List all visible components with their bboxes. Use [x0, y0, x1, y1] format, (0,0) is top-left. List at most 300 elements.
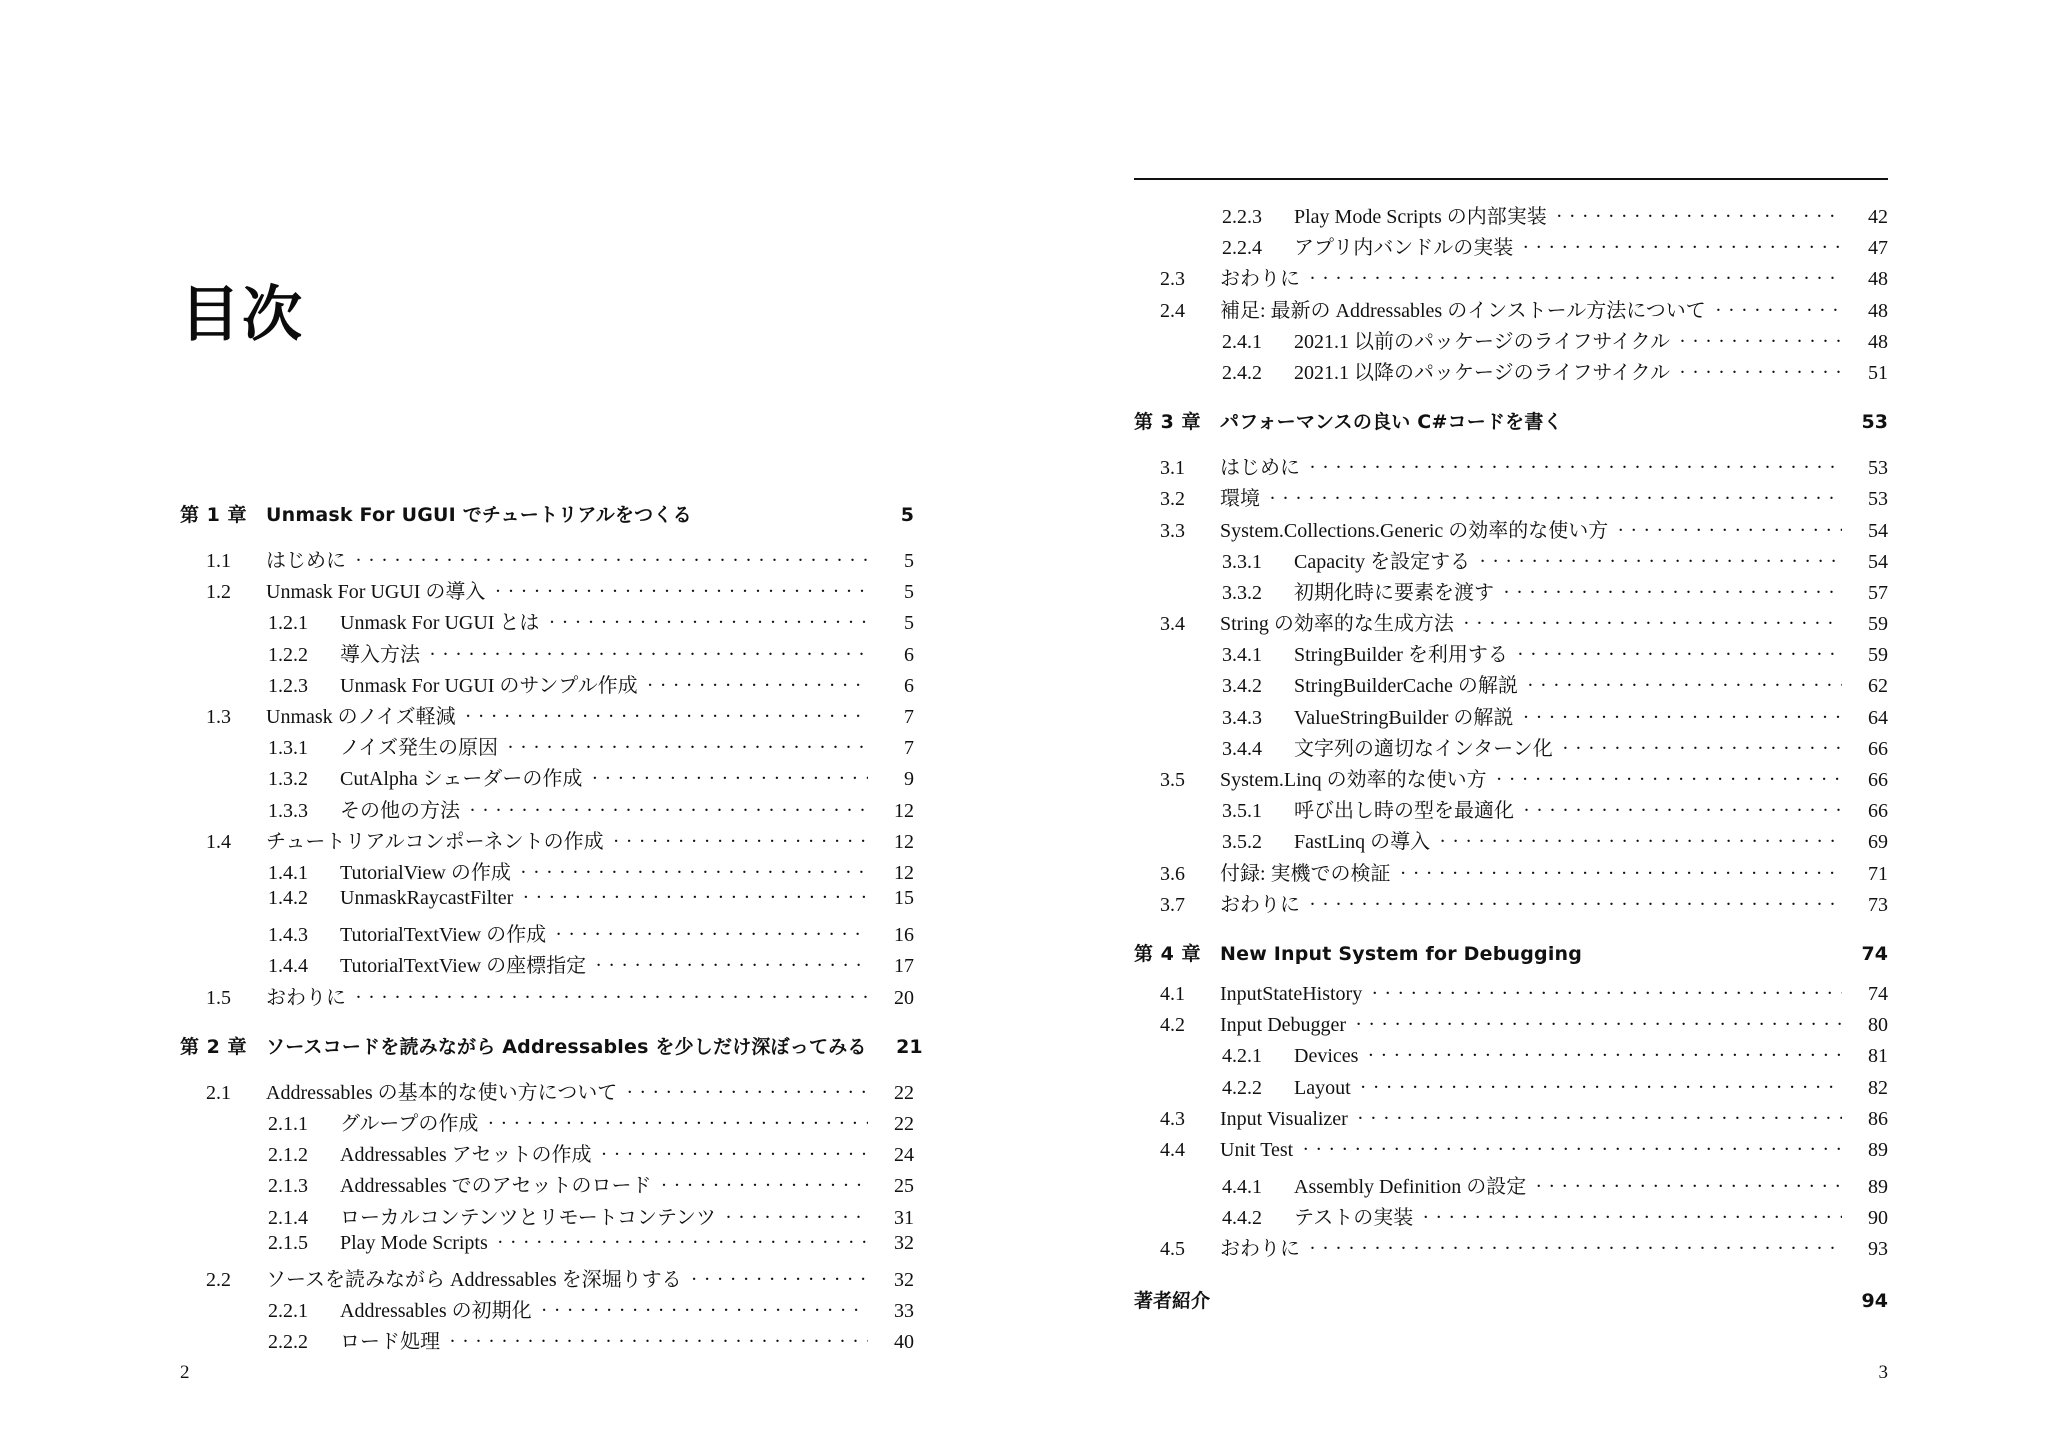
toc-entry-number: 2.4 [1160, 299, 1185, 322]
toc-entry-title: Unmask For UGUI とは [340, 612, 540, 635]
toc-entry-title: その他の方法 [340, 799, 460, 822]
toc-entry-number: 1.4.2 [268, 887, 308, 910]
toc-entry-title: Unmask For UGUI のサンプル作成 [340, 674, 638, 697]
toc-entry-page-number: 7 [904, 705, 914, 728]
dot-leader [1401, 864, 1842, 880]
toc-entry-title: Devices [1294, 1045, 1359, 1068]
toc-entry-number: 4.4.1 [1222, 1176, 1262, 1199]
toc-entry-number: 4.4 [1160, 1138, 1185, 1161]
toc-entry-section[interactable] [1134, 262, 1888, 293]
dot-leader [1440, 832, 1842, 848]
toc-entry-sub[interactable] [180, 949, 914, 980]
toc-entry-sub[interactable] [1134, 1170, 1888, 1201]
dot-leader [1310, 269, 1842, 285]
toc-entry-section[interactable] [1134, 294, 1888, 325]
toc-entry-number: 2.1.2 [268, 1144, 308, 1167]
toc-entry-title: InputStateHistory [1220, 982, 1363, 1005]
toc-entry-sub[interactable] [180, 794, 914, 825]
toc-entry-title: アプリ内バンドルの実装 [1294, 237, 1514, 260]
toc-entry-number: 3.4.3 [1222, 706, 1262, 729]
toc-entry-number: 1.3.3 [268, 799, 308, 822]
toc-entry-title: Unmask For UGUI でチュートリアルをつくる [266, 504, 692, 526]
toc-entry-number: 1.2.2 [268, 643, 308, 666]
toc-entry-section[interactable] [1134, 1139, 1888, 1170]
dot-leader [1523, 708, 1842, 724]
toc-entry-page-number: 12 [894, 830, 914, 853]
dot-leader [1310, 1239, 1842, 1255]
toc-entry-page-number: 93 [1868, 1238, 1888, 1261]
dot-leader [661, 1176, 868, 1192]
toc-entry-section[interactable] [180, 1263, 914, 1294]
toc-entry-title: Unit Test [1220, 1138, 1294, 1161]
dot-leader [521, 863, 868, 879]
dot-leader [648, 676, 868, 692]
toc-entry-sub[interactable] [180, 731, 914, 762]
toc-entry-title: チュートリアルコンポーネントの作成 [266, 830, 604, 853]
toc-entry-sub[interactable] [1134, 825, 1888, 856]
toc-entry-page-number: 57 [1868, 581, 1888, 604]
toc-entry-title: CutAlpha シェーダーの作成 [340, 768, 583, 791]
toc-entry-number: 3.6 [1160, 862, 1185, 885]
toc-entry-sub[interactable] [1134, 669, 1888, 700]
toc-entry-number: 4.4.2 [1222, 1207, 1262, 1230]
toc-entry-section[interactable] [1134, 1232, 1888, 1263]
toc-entry-title: TutorialTextView の座標指定 [340, 955, 587, 978]
toc-entry-number: 1.4.1 [268, 861, 308, 884]
toc-entry-title: Play Mode Scripts の内部実装 [1294, 206, 1547, 228]
dot-leader [523, 888, 868, 904]
toc-entry-number: 4.2 [1160, 1014, 1185, 1037]
toc-entry-page-number: 71 [1868, 862, 1888, 885]
toc-entry-title: Capacity を設定する [1294, 550, 1471, 573]
dot-leader [1680, 332, 1842, 348]
toc-entry-page-number: 90 [1868, 1207, 1888, 1230]
dot-leader [726, 1208, 868, 1224]
toc-entry-number: 3.4.1 [1222, 644, 1262, 667]
dot-leader [1361, 1078, 1842, 1094]
toc-entry-sub[interactable] [1134, 1201, 1888, 1232]
dot-leader [1524, 801, 1842, 817]
toc-entry-page-number: 69 [1868, 831, 1888, 854]
toc-entry-sub[interactable] [1134, 638, 1888, 669]
dot-leader [1536, 1177, 1842, 1193]
toc-entry-number: 1.1 [206, 550, 231, 572]
dot-leader [1563, 739, 1842, 755]
toc-entry-chapter[interactable] [1134, 939, 1888, 973]
toc-entry-title: 環境 [1220, 488, 1260, 511]
dot-leader [356, 988, 868, 1004]
dot-leader [1303, 1140, 1842, 1156]
toc-entry-sub[interactable] [1134, 1077, 1888, 1108]
toc-entry-title: Play Mode Scripts [340, 1231, 488, 1254]
toc-entry-number: 3.7 [1160, 893, 1185, 916]
toc-entry-title: Assembly Definition の設定 [1294, 1176, 1527, 1199]
toc-entry-page-number: 53 [1861, 411, 1888, 434]
toc-entry-number: 3.5.2 [1222, 831, 1262, 854]
toc-entry-number: 4.3 [1160, 1107, 1185, 1130]
toc-entry-page-number: 89 [1868, 1138, 1888, 1161]
toc-entry-number: 第 3 章 [1134, 411, 1201, 434]
toc-entry-title: 文字列の適切なインターン化 [1294, 737, 1553, 760]
toc-entry-title: Layout [1294, 1076, 1351, 1099]
toc-entry-page-number: 31 [894, 1206, 914, 1229]
toc-entry-page-number: 7 [904, 737, 914, 760]
toc-entry-title: UnmaskRaycastFilter [340, 887, 514, 910]
toc-entry-page-number: 24 [894, 1144, 914, 1167]
toc-entry-title: ソースコードを読みながら Addressables を少しだけ深ぼってみる [266, 1035, 867, 1058]
dot-leader [692, 1270, 868, 1286]
dot-leader [1504, 583, 1842, 599]
toc-entry-page-number: 54 [1868, 550, 1888, 573]
toc-entry-sub[interactable] [180, 1169, 914, 1200]
toc-entry-title: System.Linq の効率的な使い方 [1220, 769, 1487, 791]
toc-entry-page-number: 62 [1868, 675, 1888, 698]
toc-entry-page-number: 15 [894, 887, 914, 910]
dot-leader [1423, 1208, 1842, 1224]
toc-entry-title: ValueStringBuilder の解説 [1294, 706, 1514, 729]
dot-leader [1270, 489, 1842, 505]
toc-entry-title: はじめに [1220, 457, 1300, 480]
toc-entry-number: 1.3.1 [268, 737, 308, 760]
folio-left: 2 [180, 1362, 190, 1383]
toc-entry-number: 3.3.1 [1222, 550, 1262, 573]
toc-entry-section[interactable] [180, 825, 914, 856]
toc-entry-page-number: 6 [904, 674, 914, 697]
toc-entry-number: 2.1.4 [268, 1206, 308, 1229]
toc-entry-number: 3.3.2 [1222, 581, 1262, 604]
toc-entry-number: 2.3 [1160, 268, 1185, 291]
folio-right: 3 [1878, 1362, 1888, 1383]
toc-entry-number: 4.2.1 [1222, 1045, 1262, 1068]
toc-entry-page-number: 20 [894, 986, 914, 1009]
toc-entry-number: 1.4 [206, 830, 231, 853]
dot-leader [1497, 770, 1842, 786]
dot-leader [430, 645, 868, 661]
toc-entry-section[interactable] [1134, 983, 1888, 1014]
dot-leader [356, 551, 868, 567]
toc-entry-number: 2.1.5 [268, 1231, 308, 1254]
toc-entry-sub[interactable] [180, 1201, 914, 1232]
toc-entry-title: 付録: 実機での検証 [1220, 862, 1391, 885]
dot-leader [627, 1083, 868, 1099]
toc-entry-number: 3.2 [1160, 488, 1185, 511]
toc-entry-sub[interactable] [180, 762, 914, 793]
dot-leader [1358, 1109, 1842, 1125]
toc-entry-sub[interactable] [180, 1107, 914, 1138]
toc-entry-section[interactable] [1134, 888, 1888, 919]
toc-entry-title: おわりに [1220, 268, 1300, 291]
toc-entry-chapter[interactable] [180, 1032, 923, 1066]
toc-entry-page-number: 64 [1868, 706, 1888, 729]
toc-entry-sub[interactable] [180, 606, 914, 637]
toc-entry-page-number: 5 [900, 504, 914, 526]
dot-leader [596, 956, 868, 972]
toc-entry-number: 2.1.1 [268, 1113, 308, 1135]
toc-entry-sub[interactable] [1134, 794, 1888, 825]
toc-entry-number: 3.4.4 [1222, 737, 1262, 760]
toc-entry-page-number: 12 [894, 799, 914, 822]
toc-entry-number: 1.5 [206, 986, 231, 1009]
dot-leader [470, 801, 868, 817]
toc-entry-section[interactable] [180, 544, 914, 575]
toc-entry-number: 2.2.2 [268, 1331, 308, 1354]
dot-leader [1480, 552, 1842, 568]
toc-entry-section[interactable] [1134, 514, 1888, 545]
toc-entry-page-number: 48 [1868, 268, 1888, 291]
toc-entry-title: 著者紹介 [1134, 1289, 1211, 1312]
toc-entry-title: System.Collections.Generic の効率的な使い方 [1220, 519, 1609, 542]
toc-entry-page-number: 53 [1868, 457, 1888, 480]
toc-entry-number: 2.2.4 [1222, 237, 1262, 260]
toc-entry-sub[interactable] [180, 918, 914, 949]
toc-entry-title: おわりに [266, 986, 346, 1009]
dot-leader [1310, 458, 1842, 474]
dot-leader [614, 832, 868, 848]
toc-entry-title: テストの実装 [1294, 1207, 1414, 1230]
toc-entry-title: New Input System for Debugging [1220, 942, 1583, 965]
toc-entry-number: 3.4.2 [1222, 675, 1262, 698]
toc-entry-number: 3.1 [1160, 457, 1185, 480]
dot-leader [592, 769, 868, 785]
toc-entry-sub[interactable] [1134, 576, 1888, 607]
dot-leader [1518, 645, 1842, 661]
toc-entry-title: StringBuilderCache の解説 [1294, 675, 1518, 698]
dot-leader [542, 1301, 868, 1317]
toc-entry-title: 導入方法 [340, 643, 420, 666]
toc-entry-section[interactable] [180, 700, 914, 731]
toc-entry-title: パフォーマンスの良い C#コードを書く [1220, 411, 1563, 434]
toc-entry-sub[interactable] [1134, 356, 1888, 387]
toc-entry-sub[interactable] [1134, 231, 1888, 262]
toc-entry-sub[interactable] [180, 1138, 914, 1169]
toc-entry-title: Unmask For UGUI の導入 [266, 581, 486, 604]
toc-entry-page-number: 59 [1868, 613, 1888, 636]
toc-entry-number: 1.2.1 [268, 612, 308, 635]
toc-entry-page-number: 25 [894, 1175, 914, 1198]
toc-entry-page-number: 59 [1868, 644, 1888, 667]
toc-entry-title: ノイズ発生の原因 [340, 737, 498, 760]
toc-entry-title: TutorialTextView の作成 [340, 924, 547, 947]
toc-entry-title: Input Visualizer [1220, 1107, 1348, 1130]
toc-entry-number: 2.2 [206, 1268, 231, 1291]
toc-entry-number: 4.5 [1160, 1238, 1185, 1261]
dot-leader [1523, 238, 1842, 254]
toc-entry-title: 補足: 最新の Addressables のインストール方法について [1220, 299, 1706, 322]
toc-list-left [0, 480, 1024, 1357]
toc-entry-section[interactable] [1134, 607, 1888, 638]
dot-leader [1464, 614, 1842, 630]
toc-entry-title: ソースを読みながら Addressables を深堀りする [266, 1268, 682, 1291]
toc-entry-sub[interactable] [180, 1325, 914, 1356]
toc-entry-page-number: 22 [894, 1081, 914, 1104]
toc-entry-page-number: 73 [1868, 893, 1888, 916]
toc-entry-title: Addressables の初期化 [340, 1300, 532, 1323]
toc-entry-sub[interactable] [180, 1232, 914, 1263]
toc-entry-number: 第 4 章 [1134, 942, 1201, 965]
toc-entry-page-number: 17 [894, 955, 914, 978]
dot-leader [1368, 1046, 1842, 1062]
dot-leader [1528, 676, 1842, 692]
toc-entry-sub[interactable] [1134, 325, 1888, 356]
dot-leader [601, 1145, 868, 1161]
toc-entry-page-number: 51 [1868, 361, 1888, 384]
toc-entry-section[interactable] [180, 1076, 914, 1107]
toc-entry-page-number: 82 [1868, 1076, 1888, 1099]
toc-entry-number: 3.5.1 [1222, 800, 1262, 823]
dot-leader [1680, 363, 1842, 379]
dot-leader [498, 1233, 868, 1249]
toc-entry-number: 第 2 章 [180, 1035, 247, 1058]
toc-entry-title: Addressables でのアセットのロード [340, 1175, 652, 1198]
toc-entry-title: Input Debugger [1220, 1014, 1347, 1037]
toc-entry-page-number: 5 [904, 550, 914, 572]
toc-entry-number: 2.4.1 [1222, 330, 1262, 353]
toc-entry-number: 1.4.4 [268, 955, 308, 978]
toc-entry-title: はじめに [266, 550, 346, 572]
toc-entry-page-number: 54 [1868, 519, 1888, 542]
dot-leader [466, 707, 868, 723]
toc-entry-page-number: 12 [894, 861, 914, 884]
toc-entry-number: 1.3.2 [268, 768, 308, 791]
dot-leader [495, 582, 868, 598]
toc-entry-chapter[interactable] [180, 500, 914, 534]
toc-entry-page-number: 5 [904, 612, 914, 635]
toc-entry-title: ロード処理 [340, 1331, 440, 1354]
toc-entry-section[interactable] [1134, 1014, 1888, 1045]
toc-entry-page-number: 74 [1868, 982, 1888, 1005]
toc-entry-number: 2.1.3 [268, 1175, 308, 1198]
toc-entry-section[interactable] [1134, 482, 1888, 513]
toc-entry-title: グループの作成 [340, 1113, 479, 1135]
toc-entry-page-number: 5 [904, 581, 914, 604]
toc-entry-page-number: 74 [1861, 942, 1888, 965]
toc-entry-page-number: 66 [1868, 769, 1888, 791]
toc-entry-title: 初期化時に要素を渡す [1294, 581, 1494, 604]
toc-entry-page-number: 6 [904, 643, 914, 666]
toc-entry-page-number: 80 [1868, 1014, 1888, 1037]
toc-entry-title: 2021.1 以降のパッケージのライフサイクル [1294, 361, 1670, 384]
toc-entry-page-number: 9 [904, 768, 914, 791]
toc-entry-sub[interactable] [1134, 1045, 1888, 1076]
toc-entry-sub[interactable] [180, 856, 914, 887]
toc-entry-number: 2.2.3 [1222, 206, 1262, 228]
toc-entry-page-number: 47 [1868, 237, 1888, 260]
page-right [1024, 0, 2048, 1446]
toc-list-right [1024, 200, 2048, 1320]
toc-entry-sub[interactable] [1134, 545, 1888, 576]
toc-entry-page-number: 32 [894, 1268, 914, 1291]
toc-entry-section[interactable] [1134, 451, 1888, 482]
toc-entry-title: Addressables の基本的な使い方について [266, 1081, 618, 1104]
toc-entry-page-number: 21 [896, 1035, 923, 1058]
toc-entry-page-number: 42 [1868, 206, 1888, 228]
toc-entry-page-number: 86 [1868, 1107, 1888, 1130]
dot-leader [1220, 1291, 1842, 1307]
toc-entry-page-number: 33 [894, 1300, 914, 1323]
toc-entry-page-number: 94 [1861, 1289, 1888, 1312]
toc-entry-page-number: 40 [894, 1331, 914, 1354]
dot-leader [1310, 895, 1842, 911]
toc-entry-chapter[interactable] [1134, 407, 1888, 441]
dot-leader [1573, 412, 1842, 428]
toc-entry-title: TutorialView の作成 [340, 861, 511, 884]
dot-leader [1372, 984, 1842, 1000]
toc-entry-number: 3.5 [1160, 769, 1185, 791]
dot-leader [556, 925, 868, 941]
dot-leader [1557, 207, 1842, 223]
dot-leader [702, 505, 868, 521]
toc-entry-page-number: 22 [894, 1113, 914, 1135]
toc-entry-page-number: 53 [1868, 488, 1888, 511]
toc-entry-sub[interactable] [180, 669, 914, 700]
toc-entry-page-number: 66 [1868, 737, 1888, 760]
toc-entry-number: 2.2.1 [268, 1300, 308, 1323]
toc-entry-title: String の効率的な生成方法 [1220, 613, 1454, 636]
toc-entry-title: FastLinq の導入 [1294, 831, 1431, 854]
toc-entry-title: Addressables アセットの作成 [340, 1144, 592, 1167]
toc-entry-number: 1.2.3 [268, 674, 308, 697]
toc-entry-number: 第 1 章 [180, 504, 247, 526]
dot-leader [1356, 1015, 1842, 1031]
toc-entry-sub[interactable] [180, 638, 914, 669]
toc-entry-section[interactable] [1134, 857, 1888, 888]
toc-entry-page-number: 32 [894, 1231, 914, 1254]
dot-leader [488, 1114, 868, 1130]
toc-entry-page-number: 48 [1868, 330, 1888, 353]
dot-leader [1716, 301, 1842, 317]
dot-leader [1618, 521, 1842, 537]
toc-entry-number: 2.4.2 [1222, 361, 1262, 384]
toc-entry-title: おわりに [1220, 893, 1300, 916]
toc-entry-section[interactable] [180, 981, 914, 1012]
dot-leader [549, 613, 868, 629]
toc-entry-title: ローカルコンテンツとリモートコンテンツ [340, 1206, 716, 1229]
toc-entry-section[interactable] [1134, 763, 1888, 794]
toc-entry-number: 1.3 [206, 705, 231, 728]
toc-entry-page-number: 81 [1868, 1045, 1888, 1068]
toc-entry-number: 3.4 [1160, 613, 1185, 636]
toc-entry-sub[interactable] [180, 887, 914, 918]
toc-entry-sub[interactable] [1134, 701, 1888, 732]
header-rule [1134, 178, 1888, 180]
toc-entry-title: Unmask のノイズ軽減 [266, 705, 456, 728]
toc-entry-title: おわりに [1220, 1238, 1300, 1261]
dot-leader [508, 738, 868, 754]
toc-entry-page-number: 66 [1868, 800, 1888, 823]
dot-leader [450, 1332, 868, 1348]
toc-entry-number: 4.2.2 [1222, 1076, 1262, 1099]
toc-entry-title: 呼び出し時の型を最適化 [1294, 800, 1514, 823]
toc-entry-number: 1.2 [206, 581, 231, 604]
toc-entry-section[interactable] [1134, 1108, 1888, 1139]
toc-entry-sub[interactable] [1134, 200, 1888, 231]
dot-leader [1592, 944, 1842, 960]
toc-entry-title: 2021.1 以前のパッケージのライフサイクル [1294, 330, 1670, 353]
toc-entry-section[interactable] [180, 575, 914, 606]
toc-entry-number: 3.3 [1160, 519, 1185, 542]
toc-entry-title: StringBuilder を利用する [1294, 644, 1508, 667]
toc-entry-page-number: 16 [894, 924, 914, 947]
toc-entry-number: 4.1 [1160, 982, 1185, 1005]
page-title: 目次 [180, 280, 304, 350]
toc-entry-sub[interactable] [1134, 732, 1888, 763]
toc-entry-number: 2.1 [206, 1081, 231, 1104]
toc-entry-page-number: 48 [1868, 299, 1888, 322]
toc-entry-sub[interactable] [180, 1294, 914, 1325]
toc-entry-page-number: 89 [1868, 1176, 1888, 1199]
toc-entry-back[interactable] [1134, 1286, 1888, 1320]
toc-entry-number: 1.4.3 [268, 924, 308, 947]
